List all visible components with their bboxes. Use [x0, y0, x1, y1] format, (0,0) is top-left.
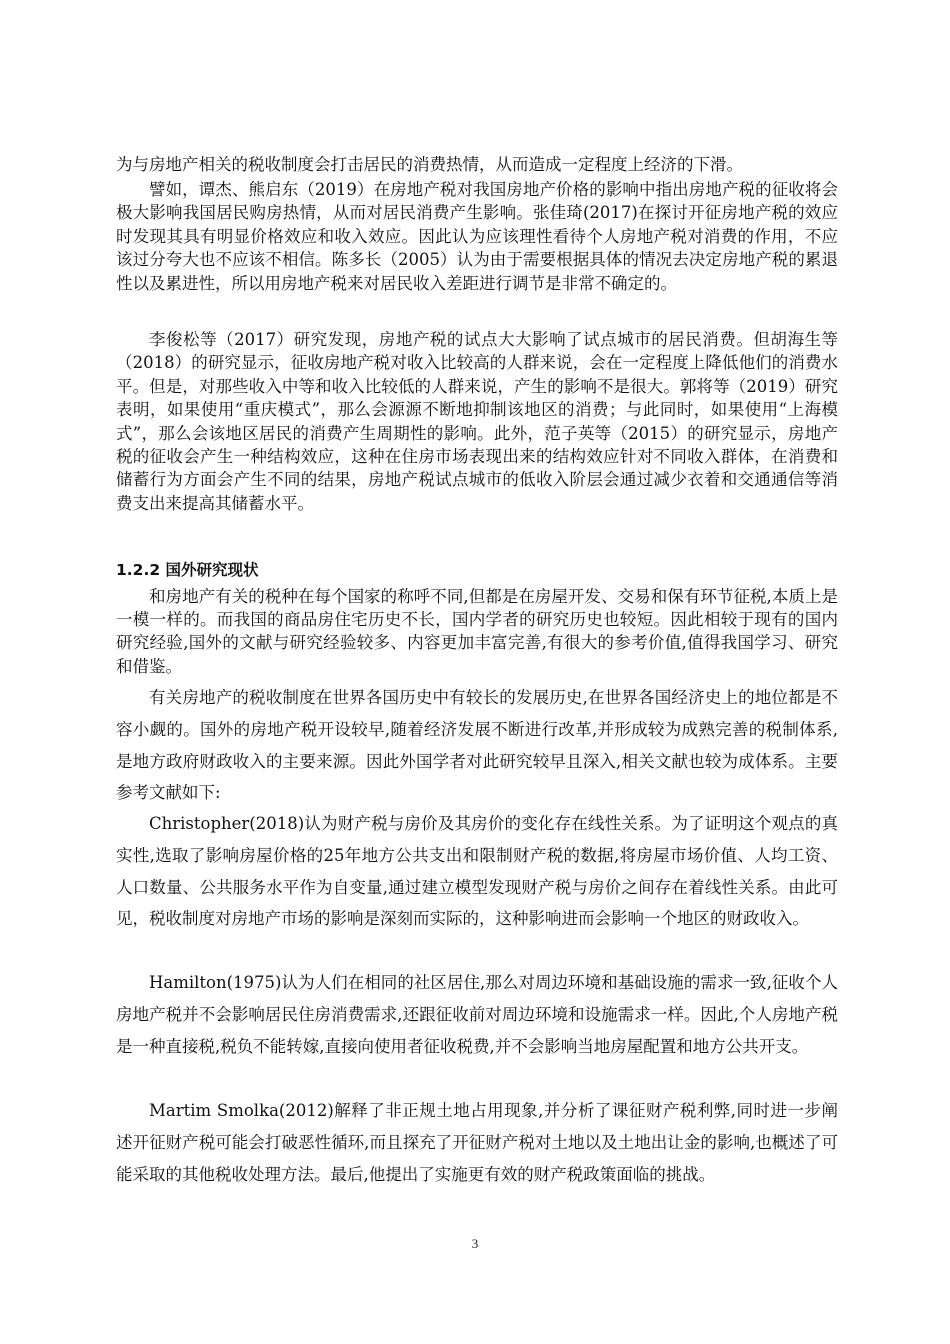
paragraph-domestic-1: 譬如，谭杰、熊启东（2019）在房地产税对我国房地产价格的影响中指出房地产税的征收将会极大影响我国居民购房热情，从而对居民消费产生影响。张佳琦(2017)在探讨开征房地产税的效应时发现其具有明显价格效应和收入效应。因此认为应该理性看待个人房地产税对消费的作用，不应该过分夸大也不应该不相信。陈多长（2005）认为由于需要根据具体的情况去决定房地产税的累退性以及累进性，所以用房地产税来对居民收入差距进行调节是非常不确定的。 — [116, 180, 838, 293]
section-heading: 1.2.2 国外研究现状 — [116, 561, 259, 579]
paragraph-smolka: Martim Smolka(2012)解释了非正规土地占用现象,并分析了课征财产税利弊,同时进一步阐述开征财产税可能会打破恶性循环,而且探充了开征财产税对土地以及土地出让金的影响,也概述了可能采取的其他税收处理方法。最后,他提出了实施更有效的财产税政策面临的挑战。 — [116, 1101, 838, 1184]
page-number: 3 — [471, 1236, 479, 1251]
paragraph-christopher: Christopher(2018)认为财产税与房价及其房价的变化存在线性关系。为了证明这个观点的真实性,选取了影响房屋价格的25年地方公共支出和限制财产税的数据,将房屋市场价值、人均工资、人口数量、公共服务水平作为自变量,通过建立模型发现财产税与房价之间存在着线性关系。由此可见，税收制度对房地产市场的影响是深刻而实际的，这种影响进而会影响一个地区的财政收入。 — [116, 814, 838, 929]
paragraph-hamilton: Hamilton(1975)认为人们在相同的社区居住,那么对周边环境和基础设施的需求一致,征收个人房地产税并不会影响居民住房消费需求,还跟征收前对周边环境和设施需求一样。因此,个人房地产税是一种直接税,税负不能转嫁,直接向使用者征收税费,并不会影响当地房屋配置和地方公共开支。 — [116, 973, 838, 1056]
paragraph-domestic-2: 李俊松等（2017）研究发现，房地产税的试点大大影响了试点城市的居民消费。但胡海生等（2018）的研究显示，征收房地产税对收入比较高的人群来说，会在一定程度上降低他们的消费水平。但是，对那些收入中等和收入比较低的人群来说，产生的影响不是很大。郭将等（2019）研究表明，如果使用“重庆模式”，那么会源源不断地抑制该地区的消费；与此同时，如果使用“上海模式”，那么会该地区居民的消费产生周期性的影响。此外，范子英等（2015）的研究显示，房地产税的征收会产生一种结构效应，这种在住房市场表现出来的结构效应针对不同收入群体，在消费和储蓄行为方面会产生不同的结果，房地产税试点城市的低收入阶层会通过减少衣着和交通通信等消费支出来提高其储蓄水平。 — [116, 330, 838, 513]
paragraph-foreign-history: 有关房地产的税收制度在世界各国历史中有较长的发展历史,在世界各国经济史上的地位都是不容小觑的。国外的房地产税开设较早,随着经济发展不断进行改革,并形成较为成熟完善的税制体系,是地方政府财政收入的主要来源。因此外国学者对此研究较早且深入,相关文献也较为成体系。主要参考文献如下: — [116, 688, 838, 803]
paragraph-continuation: 为与房地产相关的税收制度会打击居民的消费热情，从而造成一定程度上经济的下滑。 — [116, 155, 743, 174]
paragraph-foreign-intro: 和房地产有关的税种在每个国家的称呼不同,但都是在房屋开发、交易和保有环节征税,本质上是一模一样的。而我国的商品房住宅历史不长，国内学者的研究历史也较短。因此相较于现有的国内研究经验,国外的文献与研究经验较多、内容更加丰富完善,有很大的参考价值,值得我国学习、研究和借鉴。 — [116, 587, 838, 676]
